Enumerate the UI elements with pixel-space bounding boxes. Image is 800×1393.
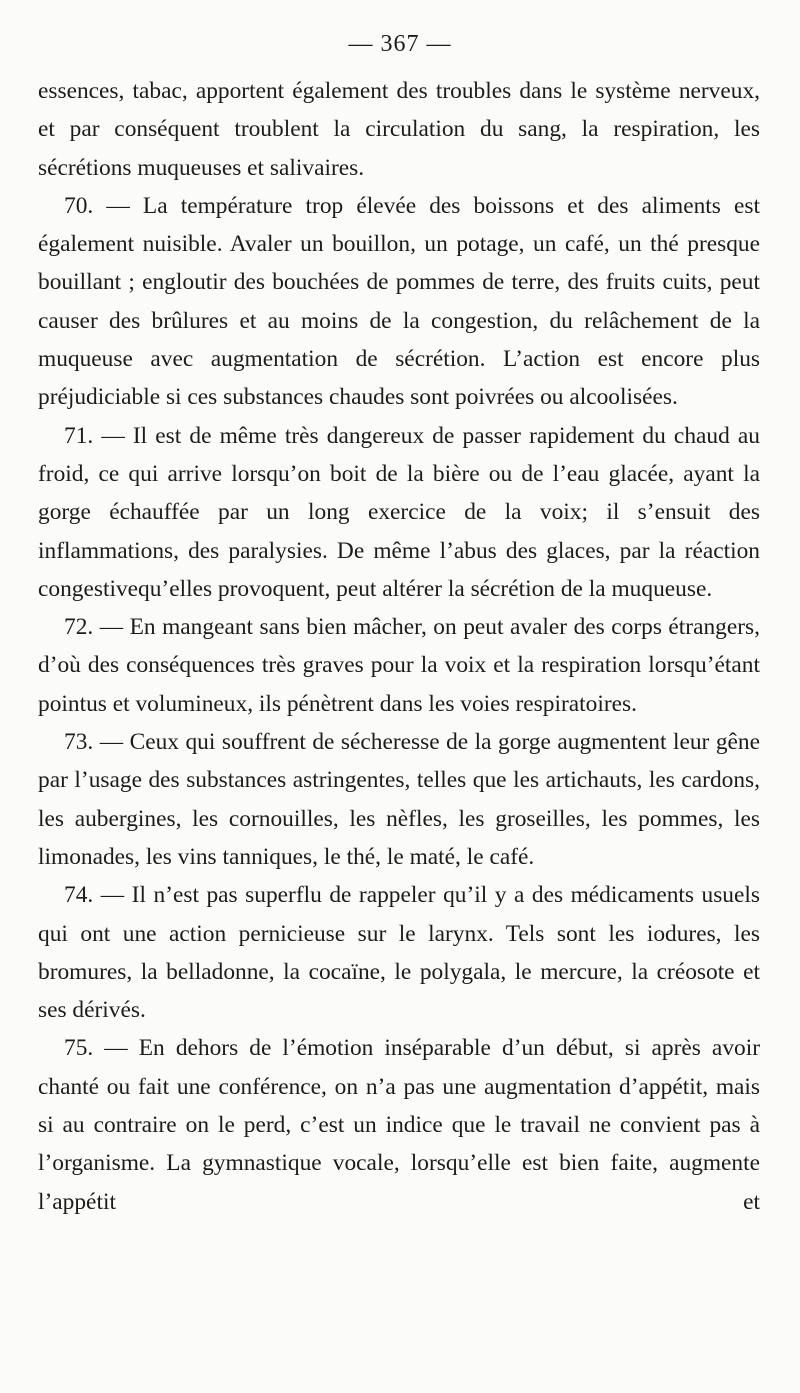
paragraph-continued: essences, tabac, apportent également des troubles dans le système nerveux, et par conséquent troublent la circulation du sang, la respiration, les sécrétions muqueuses et salivaires. — [38, 78, 760, 181]
paragraph-71: 71. — Il est de même très dangereux de passer rapidement du chaud au froid, ce qui arrive lorsqu’on boit de la bière ou de l’eau glacée, ayant la gorge échauffée par un long exercice de la voix; il s’ensuit des inflammations, des paralysies. De même l’abus des glaces, par la réaction congestivequ’elles provoquent, peut altérer la sécrétion de la muqueuse. — [38, 422, 760, 602]
paragraph-74: 74. — Il n’est pas superflu de rappeler qu’il y a des médicaments usuels qui ont une action pernicieuse sur le larynx. Tels sont les iodures, les bromures, la belladonne, la cocaïne, le polygala, le mercure, la créosote et ses dérivés. — [38, 882, 760, 1024]
page-number: — 367 — — [348, 31, 452, 57]
paragraph-72: 72. — En mangeant sans bien mâcher, on peut avaler des corps étrangers, d’où des conséquences très graves pour la voix et la respiration lorsqu’étant pointus et volumineux, ils pénètrent dans les voies respiratoires. — [38, 614, 760, 717]
paragraph-70: 70. — La température trop élevée des boissons et des aliments est également nuisible. Avaler un bouillon, un potage, un café, un thé presque bouillant ; engloutir des bouchées de pommes de terre, des fruits cuits, peut causer des brûlures et au moins de la congestion, du relâchement de la muqueuse avec augmentation de sécrétion. L’action est encore plus préjudiciable si ces substances chaudes sont poivrées ou alcoolisées. — [38, 192, 760, 411]
paragraph-75: 75. — En dehors de l’émotion inséparable d’un début, si après avoir chanté ou fait une conférence, on n’a pas une augmentation d’appétit, mais si au contraire on le perd, c’est un indice que le travail ne convient pas à l’organisme. La gymnastique vocale, lorsqu’elle est bien faite, augmente l’appétit et — [38, 1035, 760, 1215]
page-body — [38, 72, 760, 1221]
paragraph-73: 73. — Ceux qui souffrent de sécheresse de la gorge augmentent leur gêne par l’usage des substances astringentes, telles que les artichauts, les cardons, les aubergines, les cornouilles, les nèfles, les groseilles, les pommes, les limonades, les vins tanniques, le thé, le maté, le café. — [38, 729, 760, 870]
